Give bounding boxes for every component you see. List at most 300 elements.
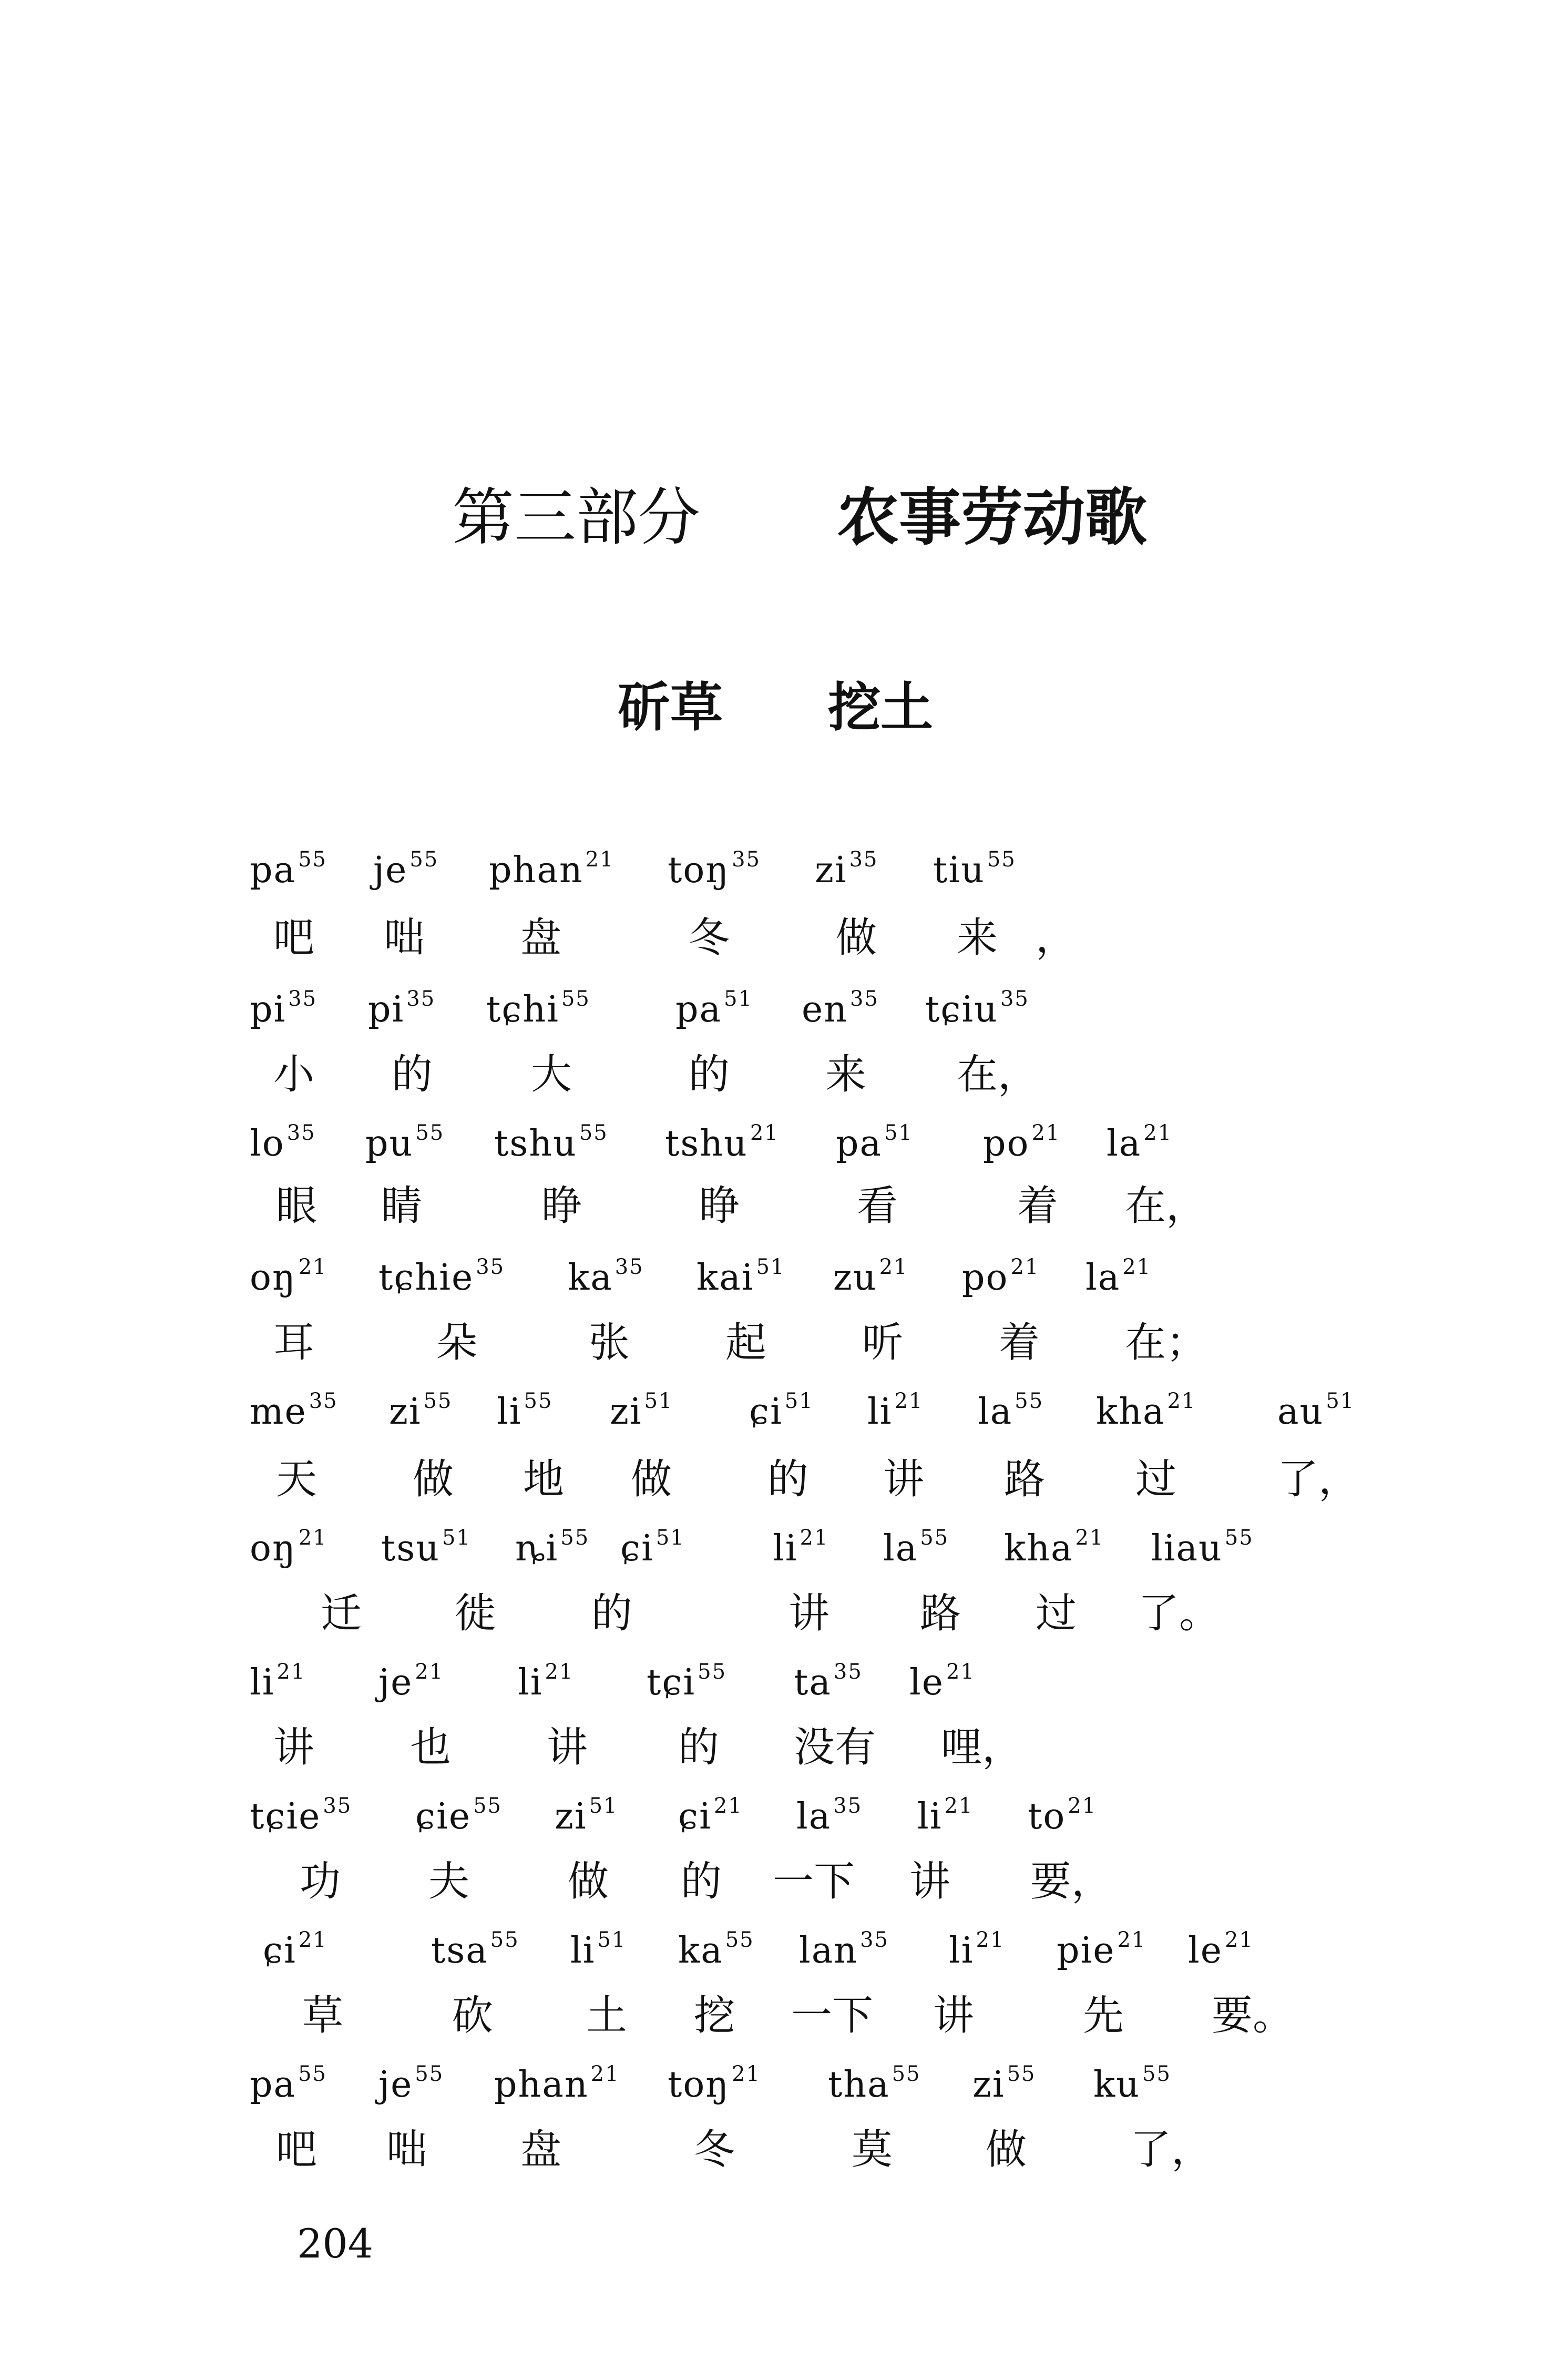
syllable-text: tɕie [250,1796,321,1837]
tone-number: 55 [560,1526,590,1550]
syllable [1093,2062,1171,2106]
syllable [494,2062,620,2106]
chinese-line [0,1858,1567,1924]
tone-number: 55 [473,1794,502,1818]
tone-number: 55 [1007,2062,1036,2086]
character-gloss: 草 [302,1992,344,2039]
syllable [497,1389,553,1433]
tone-number: 55 [298,2062,327,2086]
syllable-text: tsa [431,1930,488,1972]
character-gloss: 盘 [520,2126,562,2173]
chinese-line [0,2126,1567,2192]
character-gloss: 功 [300,1858,341,1905]
character-gloss: 大 [531,1051,572,1098]
syllable [515,1527,589,1567]
character-gloss: 睛 [381,1182,423,1230]
character-gloss: 眼 [276,1182,318,1230]
syllable [799,1928,889,1972]
syllable-text: tɕi [647,1662,696,1703]
character-gloss: 路 [920,1590,961,1637]
syllable-text: zi [610,1391,642,1433]
chinese-line [0,1992,1567,2058]
tone-number: 35 [476,1255,505,1279]
romanized-line [0,1527,1567,1590]
syllable-text: oŋ [250,1528,296,1569]
syllable [1188,1928,1254,1972]
syllable [668,2062,761,2106]
syllable [620,1527,685,1567]
syllable [486,988,590,1028]
syllable [1107,1121,1173,1165]
page-number: 204 [297,2220,374,2267]
syllable-text: zi [815,850,847,891]
romanized-line [0,849,1567,912]
syllable [949,1928,1005,1972]
syllable-text: lo [250,1123,285,1165]
syllable-text: tha [828,2064,890,2106]
syllable [972,2062,1036,2106]
tone-number: 55 [561,987,590,1011]
syllable-text: kai [697,1257,754,1299]
tone-number: 21 [1225,1928,1254,1952]
character-gloss: 的 [591,1590,633,1637]
syllable-text: ɕie [415,1796,472,1837]
romanized-line [0,2064,1567,2127]
character-gloss: 起 [725,1319,767,1366]
syllable [368,988,435,1028]
tone-number: 35 [288,987,318,1011]
syllable-text: pi [250,989,286,1030]
tone-number: 55 [892,2062,921,2086]
character-gloss: 讲 [547,1724,588,1771]
syllable [250,1527,327,1567]
syllable-text: pa [675,989,722,1030]
character-gloss: 徙 [455,1590,496,1637]
tone-number: 55 [298,847,327,872]
character-gloss: 讲 [273,1724,315,1771]
character-gloss: 在， [957,1051,1039,1098]
syllable-text: le [1188,1930,1223,1972]
syllable-text: li [497,1391,522,1433]
chinese-line [0,1590,1567,1656]
tone-number: 21 [1075,1526,1104,1550]
syllable-text: tɕiu [925,989,998,1030]
character-gloss: 着 [1017,1182,1059,1230]
syllable-text: pa [250,2064,296,2106]
syllable-text: tshu [494,1123,577,1165]
tone-number: 55 [490,1928,519,1952]
character-gloss: 没有 [794,1724,876,1771]
syllable [815,847,878,891]
character-gloss: 着 [999,1319,1040,1366]
syllable-text: pa [250,850,296,891]
syllable-text: pu [365,1123,414,1165]
song-title-first: 斫草 [618,676,723,738]
syllable-text: me [250,1391,307,1433]
syllable [378,1661,444,1701]
character-gloss: 张 [589,1319,630,1366]
tone-number: 55 [1224,1526,1254,1550]
syllable [378,2062,444,2106]
syllable [365,1121,445,1165]
syllable-text: phan [489,850,583,891]
syllable [250,1795,352,1835]
character-gloss: 讲 [909,1858,951,1905]
character-gloss: 哩， [941,1724,1023,1771]
tone-number: 55 [415,1121,445,1145]
tone-number: 21 [732,2062,761,2086]
syllable [570,1928,627,1972]
syllable-text: ȵi [515,1528,559,1569]
syllable [381,1527,471,1567]
tone-number: 35 [614,1255,644,1279]
character-gloss: ， [1036,914,1077,962]
tone-number: 51 [1326,1389,1355,1413]
part-number: 第三部分 [452,481,701,554]
syllable-text: phan [494,2064,589,2106]
syllable [1151,1527,1254,1567]
character-gloss: 先 [1083,1992,1124,2039]
character-gloss: 盘 [520,914,562,962]
character-gloss: 小 [273,1051,315,1098]
syllable-text: li [250,1662,275,1703]
tone-number: 55 [423,1389,453,1413]
syllable-text: li [867,1391,893,1433]
character-gloss: 要， [1030,1858,1113,1905]
character-gloss: 一下 [773,1858,855,1905]
syllable-text: tiu [933,850,985,891]
syllable-text: ku [1093,2064,1140,2106]
syllable-text: la [978,1391,1013,1433]
syllable-text: la [796,1796,832,1837]
syllable [415,1795,502,1835]
chinese-line [0,1051,1567,1117]
syllable [749,1389,814,1433]
tone-number: 21 [1068,1794,1097,1818]
tone-number: 35 [833,1660,863,1684]
tone-number: 35 [833,1794,863,1818]
syllable [489,847,614,891]
syllable [250,1389,338,1433]
tone-number: 21 [713,1794,743,1818]
syllable-text: kha [1004,1528,1073,1569]
romanized-line [0,1391,1567,1454]
syllable-text: to [1028,1796,1066,1837]
tone-number: 55 [409,847,439,872]
tone-number: 55 [725,1928,754,1952]
tone-number: 51 [724,987,753,1011]
tone-number: 35 [406,987,436,1011]
romanized-line [0,1122,1567,1186]
romanized-line [0,988,1567,1051]
character-gloss: 土 [586,1992,628,2039]
syllable-text: toŋ [668,850,730,891]
chinese-line [0,1319,1567,1385]
syllable-text: pie [1057,1930,1115,1972]
syllable [697,1255,785,1299]
syllable [978,1389,1044,1433]
character-gloss: 来 [957,914,998,962]
character-gloss: 夫 [428,1858,470,1905]
tone-number: 21 [1010,1255,1040,1279]
syllable [867,1389,924,1433]
tone-number: 21 [1167,1389,1196,1413]
syllable-text: zi [972,2064,1005,2106]
character-gloss: 讲 [788,1590,830,1637]
character-gloss: 迁 [321,1590,362,1637]
syllable [665,1121,779,1165]
romanized-line [0,1257,1567,1320]
tone-number: 21 [415,1660,444,1684]
syllable [917,1795,973,1835]
syllable-text: en [802,989,848,1030]
syllable [802,988,879,1028]
character-gloss: 做 [986,2126,1027,2173]
character-gloss: 看 [857,1182,898,1230]
syllable [431,1928,519,1972]
syllable-text: toŋ [668,2064,730,2106]
syllable [883,1527,949,1567]
syllable-text: kha [1096,1391,1165,1433]
character-gloss: 吧 [276,2126,318,2173]
chinese-line [0,1456,1567,1522]
syllable [1277,1389,1355,1433]
song-title [618,676,933,738]
character-gloss: 冬 [694,2126,735,2173]
character-gloss: 挖 [694,1992,735,2039]
tone-number: 55 [987,847,1016,872]
character-gloss: 也 [410,1724,452,1771]
romanized-line [0,1661,1567,1724]
syllable-text: tshu [665,1123,748,1165]
character-gloss: 的 [689,1051,730,1098]
syllable-text: au [1277,1391,1324,1433]
syllable [1085,1255,1152,1299]
syllable-text: la [883,1528,918,1569]
tone-number: 51 [589,1794,618,1818]
syllable [675,988,753,1028]
syllable [678,1795,743,1835]
syllable-text: zu [833,1257,877,1299]
tone-number: 21 [276,1660,306,1684]
syllable [962,1255,1040,1299]
song-title-second: 挖土 [828,676,933,738]
syllable [647,1661,726,1701]
tone-number: 35 [860,1928,889,1952]
syllable [518,1661,573,1701]
syllable [250,1121,316,1165]
character-gloss: 一下 [791,1992,874,2039]
character-gloss: 的 [678,1724,720,1771]
syllable-text: je [373,850,408,891]
syllable-text: le [909,1662,944,1703]
character-gloss: 天 [276,1456,318,1503]
character-gloss: 过 [1135,1456,1177,1503]
tone-number: 51 [597,1928,627,1952]
syllable [555,1795,618,1835]
syllable-text: tsu [381,1528,441,1569]
tone-number: 35 [849,847,878,872]
syllable-text: ɕi [620,1528,654,1569]
tone-number: 55 [698,1660,727,1684]
chinese-line [0,1182,1567,1249]
syllable-text: li [773,1528,798,1569]
character-gloss: 讲 [883,1456,925,1503]
syllable [678,1928,754,1972]
syllable-text: pa [836,1123,883,1165]
syllable [1004,1527,1104,1567]
syllable-text: zi [389,1391,422,1433]
syllable [925,988,1029,1028]
character-gloss: 咄 [386,2126,428,2173]
character-gloss: 的 [767,1456,809,1503]
syllable-text: liau [1151,1528,1223,1569]
tone-number: 55 [415,2062,444,2086]
character-gloss: 的 [392,1051,433,1098]
character-gloss: 咄 [384,914,425,962]
tone-number: 21 [585,847,614,872]
syllable [668,847,761,891]
tone-number: 55 [1142,2062,1171,2086]
syllable-text: tɕhie [378,1257,474,1299]
character-gloss: 了。 [1138,1590,1221,1637]
syllable-text: ta [794,1662,832,1703]
syllable-text: tɕhi [486,989,559,1030]
part-name: 农事劳动歌 [837,481,1148,554]
syllable-text: ka [678,1930,723,1972]
syllable [794,1661,863,1701]
tone-number: 51 [442,1526,471,1550]
tone-number: 21 [750,1121,779,1145]
syllable-text: li [570,1930,596,1972]
syllable-text: li [917,1796,943,1837]
character-gloss: 了， [1130,2126,1213,2173]
syllable-text: zi [555,1796,587,1837]
syllable-text: je [378,2064,413,2106]
syllable [836,1121,913,1165]
tone-number: 21 [944,1794,974,1818]
syllable-text: ka [568,1257,613,1299]
syllable [250,1661,305,1701]
syllable-text: la [1107,1123,1142,1165]
chinese-line [0,1724,1567,1790]
syllable [983,1121,1061,1165]
character-gloss: 在， [1125,1182,1207,1230]
tone-number: 35 [323,1794,352,1818]
syllable [250,847,327,891]
tone-number: 21 [879,1255,908,1279]
tone-number: 21 [1143,1121,1173,1145]
character-gloss: 来 [825,1051,867,1098]
syllable [1028,1795,1097,1835]
syllable [494,1121,608,1165]
syllable [373,847,439,891]
part-title [452,481,1148,554]
character-gloss: 做 [836,914,877,962]
character-gloss: 地 [523,1456,565,1503]
character-gloss: 的 [681,1858,722,1905]
character-gloss: 做 [413,1456,454,1503]
syllable-text: po [962,1257,1009,1299]
character-gloss: 砍 [452,1992,494,2039]
tone-number: 55 [920,1526,949,1550]
syllable-text: ɕi [678,1796,712,1837]
character-gloss: 在； [1125,1319,1207,1366]
tone-number: 21 [545,1660,574,1684]
syllable [828,2062,921,2106]
tone-number: 35 [732,847,761,872]
syllable [933,847,1016,891]
syllable [250,2062,327,2106]
tone-number: 21 [894,1389,924,1413]
tone-number: 35 [309,1389,338,1413]
tone-number: 51 [884,1121,913,1145]
tone-number: 21 [976,1928,1005,1952]
tone-number: 35 [1000,987,1029,1011]
tone-number: 55 [579,1121,608,1145]
character-gloss: 做 [568,1858,609,1905]
syllable-text: ɕi [263,1930,296,1972]
syllable [1057,1928,1146,1972]
syllable [1096,1389,1196,1433]
tone-number: 21 [946,1660,975,1684]
chinese-line [0,914,1567,980]
character-gloss: 要。 [1212,1992,1294,2039]
syllable-text: oŋ [250,1257,296,1299]
romanized-line [0,1929,1567,1993]
character-gloss: 莫 [852,2126,893,2173]
tone-number: 51 [784,1389,814,1413]
character-gloss: 做 [631,1456,672,1503]
tone-number: 55 [1015,1389,1044,1413]
syllable [909,1661,975,1701]
tone-number: 21 [298,1526,327,1550]
syllable [796,1795,862,1835]
tone-number: 21 [298,1255,327,1279]
tone-number: 51 [756,1255,785,1279]
syllable-text: la [1085,1257,1121,1299]
syllable [250,1255,327,1299]
syllable-text: lan [799,1930,858,1972]
character-gloss: 睁 [699,1182,741,1230]
character-gloss: 了， [1277,1456,1360,1503]
character-gloss: 过 [1036,1590,1077,1637]
romanized-line [0,1795,1567,1858]
syllable [773,1527,828,1567]
character-gloss: 耳 [273,1319,315,1366]
character-gloss: 路 [1004,1456,1046,1503]
syllable-text: li [518,1662,543,1703]
syllable-text: pi [368,989,405,1030]
syllable-text: je [378,1662,413,1703]
character-gloss: 朵 [436,1319,478,1366]
tone-number: 21 [1122,1255,1152,1279]
syllable [389,1389,453,1433]
character-gloss: 吧 [273,914,315,962]
syllable [378,1255,505,1299]
syllable-text: po [983,1123,1030,1165]
tone-number: 51 [644,1389,673,1413]
tone-number: 21 [298,1928,327,1952]
tone-number: 35 [286,1121,316,1145]
tone-number: 21 [590,2062,620,2086]
tone-number: 21 [1031,1121,1061,1145]
tone-number: 55 [524,1389,553,1413]
character-gloss: 睁 [541,1182,583,1230]
tone-number: 21 [800,1526,829,1550]
syllable [263,1928,327,1972]
character-gloss: 讲 [933,1992,975,2039]
